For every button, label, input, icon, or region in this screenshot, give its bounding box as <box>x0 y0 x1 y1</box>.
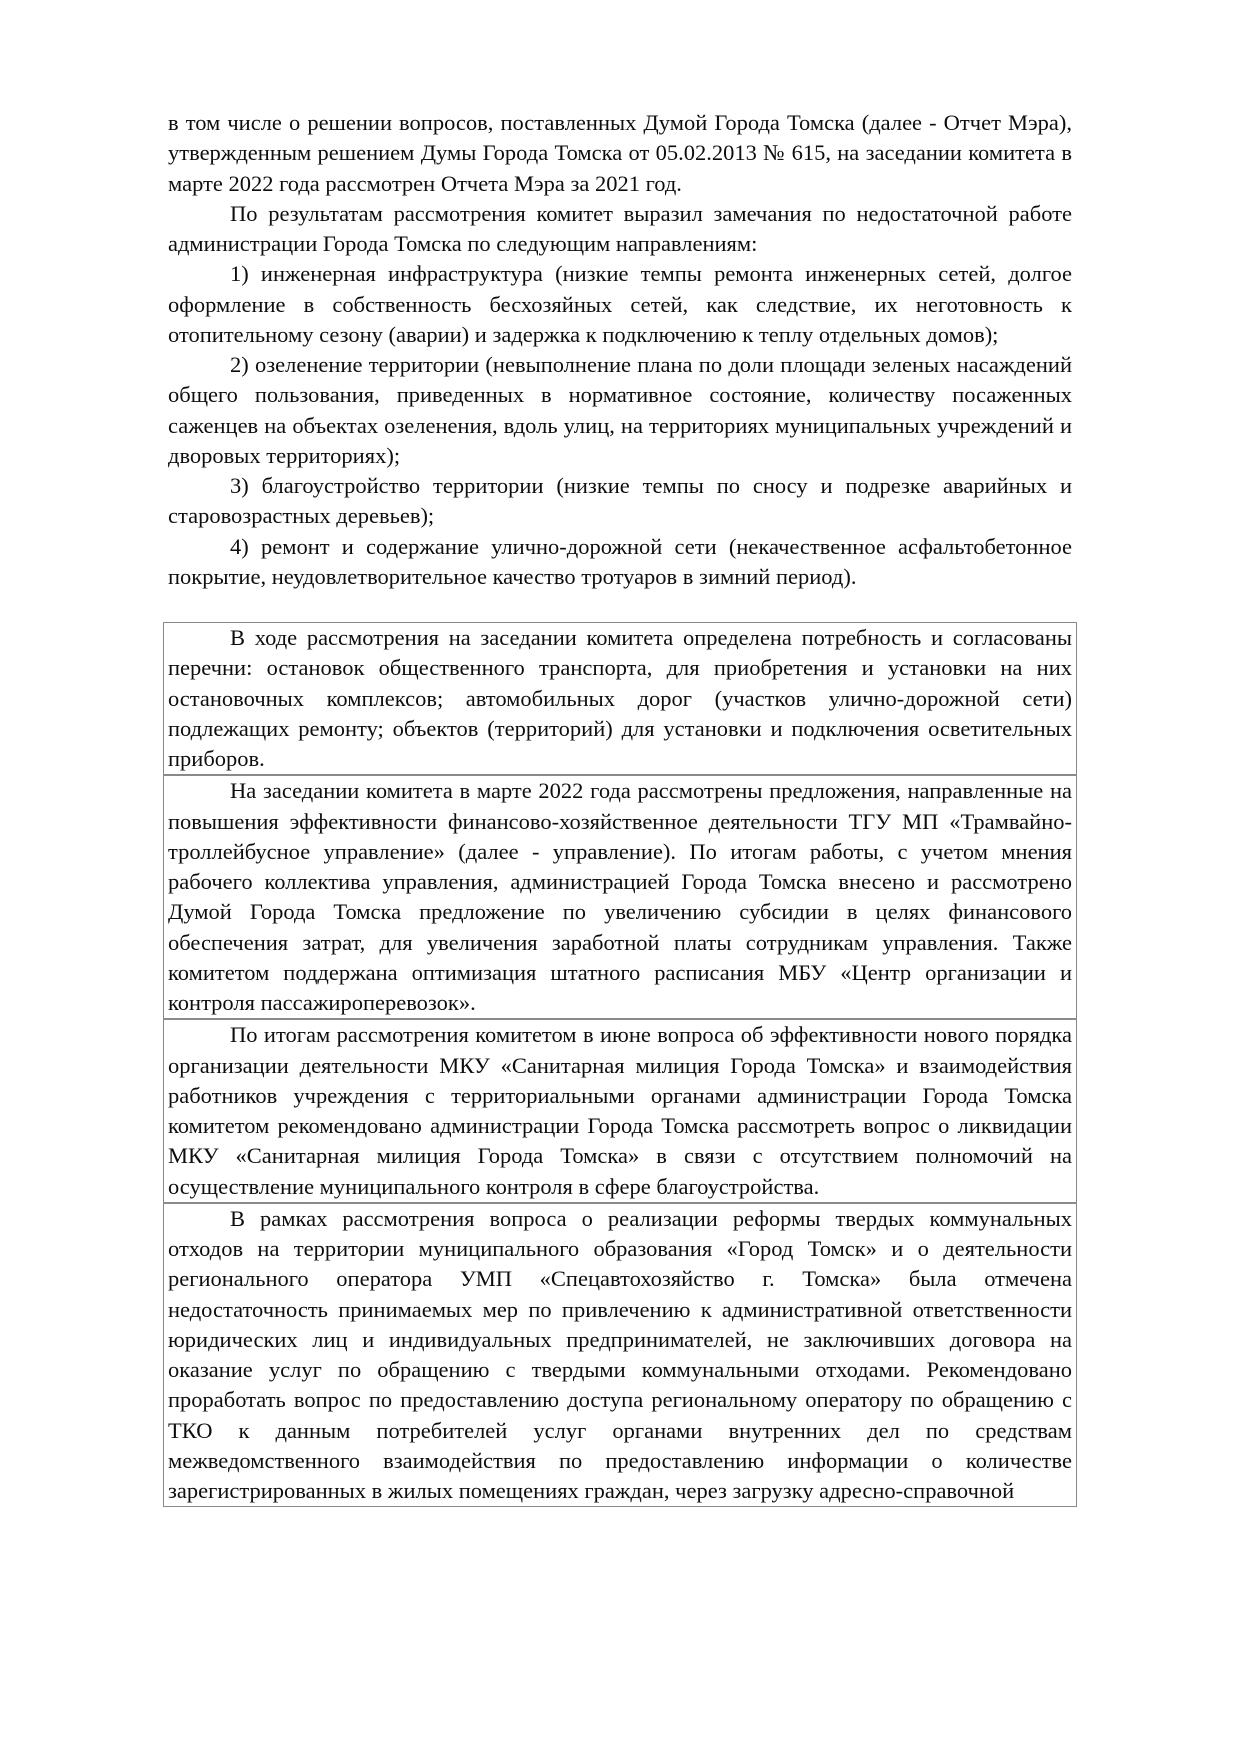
paragraph-item-2: 2) озеленение территории (невыполнение плана по доли площади зеленых насаждений общего пользования, приведенных в нормативное состояние, количеству посаженных саженцев на объектах озеленения, вдоль улиц, на территориях муниципальных учреждений и дворовых территориях); <box>168 352 1072 468</box>
paragraph-waste-reform: В рамках рассмотрения вопроса о реализации реформы твердых коммунальных отходов на территории муниципального образования «Город Томск» и о деятельности регионального оператора УМП «Спецавтохозяйство г. Томска» была отмечена недостаточность принимаемых мер по привлечению к административной ответственности юридических лиц и индивидуальных предпринимателей, не заключивших договора на оказание услуг по обращению с твердыми коммунальными отходами. Рекомендовано проработать вопрос по предоставлению доступа региональному оператору по обращению с ТКО к данным потребителей услуг органами внутренних дел по средствам межведомственного взаимодействия по предоставлению информации о количестве зарегистрированных в жилых помещениях граждан, через загрузку адресно-справочной <box>168 1205 1072 1503</box>
paragraph-tram-management: На заседании комитета в марте 2022 года рассмотрены предложения, направленные на повышения эффективности финансово-хозяйственное деятельности ТГУ МП «Трамвайно- троллейбусное управление» (далее - управление). По итогам работы, с учетом мнения рабочего коллектива управления, администрацией Города Томска внесено и рассмотрено Думой Города Томска предложение по увеличению субсидии в целях финансового обеспечения затрат, для увеличения заработной платы сотрудникам управления. Также комитетом поддержана оптимизация штатного расписания МБУ «Центр организации и контроля пассажироперевозок». <box>168 778 1072 1015</box>
paragraph-intro: в том числе о решении вопросов, поставленных Думой Города Томска (далее - Отчет Мэра), утвержденным решением Думы Города Томска от 05.02.2013 № 615, на заседании комитета в марте 2022 года рассмотрен Отчета Мэра за 2021 год. <box>168 110 1072 196</box>
revision-block-waste-reform <box>163 1203 1077 1508</box>
revision-block-tram <box>163 775 1077 1019</box>
document-body <box>168 108 1072 1507</box>
paragraph-sanitary-police: По итогам рассмотрения комитетом в июне вопроса об эффективности нового порядка организации деятельности МКУ «Санитарная милиция Города Томска» и взаимодействия работников учреждения с территориальными органами администрации Города Томска комитетом рекомендовано администрации Города Томска рассмотреть вопрос о ликвидации МКУ «Санитарная милиция Города Томска» в связи с отсутствием полномочий на осуществление муниципального контроля в сфере благоустройства. <box>168 1022 1072 1199</box>
paragraph-item-1: 1) инженерная инфраструктура (низкие темпы ремонта инженерных сетей, долгое оформление в собственность бесхозяйных сетей, как следствие, их неготовность к отопительному сезону (аварии) и задержка к подключению к теплу отдельных домов); <box>168 261 1072 347</box>
revision-block-transport <box>163 622 1077 775</box>
paragraph-transport-lists: В ходе рассмотрения на заседании комитета определена потребность и согласованы перечни: остановок общественного транспорта, для приобретения и установки на них остановочных комплексов; автомобильных дорог (участков улично-дорожной сети) подлежащих ремонту; объектов (территорий) для установки и подключения осветительных приборов. <box>168 625 1072 771</box>
paragraph-item-3: 3) благоустройство территории (низкие темпы по сносу и подрезке аварийных и старовозрастных деревьев); <box>168 473 1072 529</box>
paragraph-item-4: 4) ремонт и содержание улично-дорожной сети (некачественное асфальтобетонное покрытие, неудовлетворительное качество тротуаров в зимний период). <box>168 533 1072 589</box>
revision-block-sanitary-police <box>163 1019 1077 1203</box>
paragraph-committee-remarks: По результатам рассмотрения комитет выразил замечания по недостаточной работе администрации Города Томска по следующим направлениям: <box>168 200 1072 256</box>
